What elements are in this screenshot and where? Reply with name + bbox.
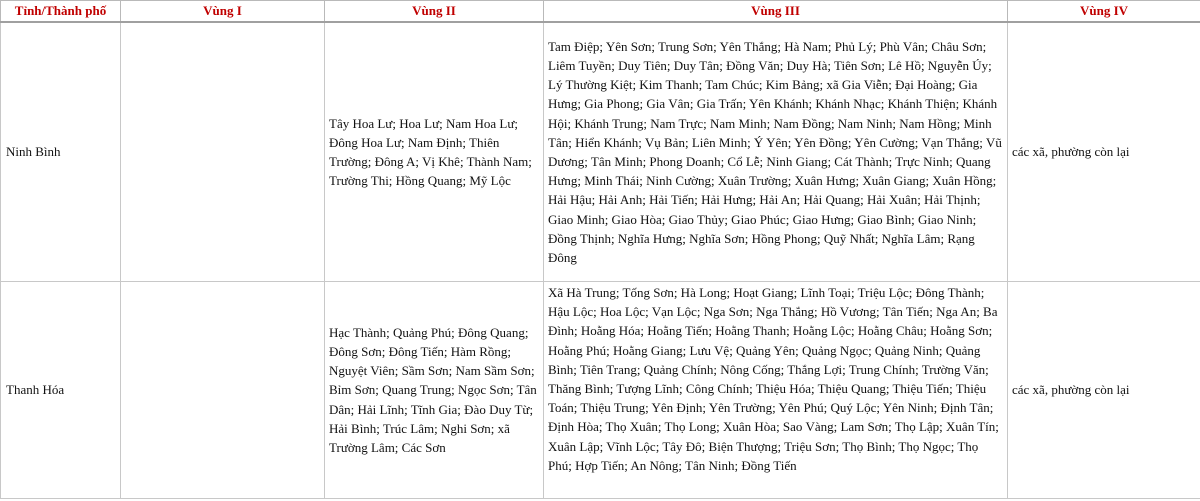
region-1-cell bbox=[121, 22, 325, 282]
region-2-cell: Hạc Thành; Quảng Phú; Đông Quang; Đông Sơn; Đông Tiến; Hàm Rồng; Nguyệt Viên; Sầm Sơn; Nam Sầm Sơn; Bỉm Sơn; Quang Trung; Ngọc Sơn; Tân Dân; Hải Lĩnh; Tĩnh Gia; Đào Duy Từ; Hải Bình; Trúc Lâm; Nghi Sơn; xã Trường Lâm; Các Sơn bbox=[325, 282, 544, 499]
region-3-cell: Tam Điệp; Yên Sơn; Trung Sơn; Yên Thắng; Hà Nam; Phủ Lý; Phù Vân; Châu Sơn; Liêm Tuyền; Duy Tiên; Duy Tân; Đồng Văn; Duy Hà; Tiên Sơn; Lê Hồ; Nguyễn Úy; Lý Thường Kiệt; Kim Thanh; Tam Chúc; Kim Bảng; xã Gia Viễn; Đại Hoàng; Gia Hưng; Gia Phong; Gia Vân; Gia Trấn; Yên Khánh; Khánh Nhạc; Khánh Thiện; Khánh Hội; Khánh Trung; Nam Trực; Nam Minh; Nam Đồng; Nam Ninh; Nam Hồng; Minh Tân; Hiển Khánh; Vụ Bản; Liên Minh; Ý Yên; Yên Đồng; Yên Cường; Vạn Thắng; Vũ Dương; Tân Minh; Phong Doanh; Cổ Lễ; Ninh Giang; Cát Thành; Trực Ninh; Quang Hưng; Minh Thái; Ninh Cường; Xuân Trường; Xuân Hưng; Xuân Giang; Xuân Hồng; Hải Hậu; Hải Anh; Hải Tiến; Hải Hưng; Hải An; Hải Quang; Hải Xuân; Hải Thịnh; Giao Minh; Giao Hòa; Giao Thủy; Giao Phúc; Giao Hưng; Giao Bình; Giao Ninh; Đồng Thịnh; Nghĩa Hưng; Nghĩa Sơn; Hồng Phong; Quỹ Nhất; Nghĩa Lâm; Rạng Đông bbox=[544, 22, 1008, 282]
province-cell: Thanh Hóa bbox=[1, 282, 121, 499]
province-cell: Ninh Bình bbox=[1, 22, 121, 282]
table-row bbox=[1, 22, 1200, 282]
header-province: Tỉnh/Thành phố bbox=[1, 1, 121, 23]
region-3-cell: Xã Hà Trung; Tống Sơn; Hà Long; Hoạt Giang; Lĩnh Toại; Triệu Lộc; Đông Thành; Hậu Lộc; Hoa Lộc; Vạn Lộc; Nga Sơn; Nga Thắng; Hồ Vương; Tân Tiến; Nga An; Ba Đình; Hoằng Hóa; Hoằng Tiến; Hoằng Thanh; Hoằng Lộc; Hoằng Châu; Hoằng Sơn; Hoằng Phú; Hoằng Giang; Lưu Vệ; Quảng Yên; Quảng Ngọc; Quảng Ninh; Quảng Bình; Tiên Trang; Quảng Chính; Nông Cống; Thắng Lợi; Trung Chính; Trường Văn; Thăng Bình; Tượng Lĩnh; Công Chính; Thiệu Hóa; Thiệu Quang; Thiệu Tiến; Thiệu Toán; Thiệu Trung; Yên Định; Yên Trường; Yên Phú; Quý Lộc; Yên Ninh; Định Tân; Định Hòa; Thọ Xuân; Thọ Long; Xuân Hòa; Sao Vàng; Lam Sơn; Thọ Lập; Xuân Tín; Xuân Lập; Vĩnh Lộc; Tây Đô; Biện Thượng; Triệu Sơn; Thọ Bình; Thọ Ngọc; Thọ Phú; Hợp Tiến; An Nông; Tân Ninh; Đồng Tiến bbox=[544, 282, 1008, 499]
header-region-3: Vùng III bbox=[544, 1, 1008, 23]
region-4-cell: các xã, phường còn lại bbox=[1008, 282, 1200, 499]
region-1-cell bbox=[121, 282, 325, 499]
header-region-1: Vùng I bbox=[121, 1, 325, 23]
region-4-cell: các xã, phường còn lại bbox=[1008, 22, 1200, 282]
table-row bbox=[1, 282, 1200, 499]
header-region-2: Vùng II bbox=[325, 1, 544, 23]
header-region-4: Vùng IV bbox=[1008, 1, 1200, 23]
region-2-cell: Tây Hoa Lư; Hoa Lư; Nam Hoa Lư; Đông Hoa Lư; Nam Định; Thiên Trường; Đông A; Vị Khê; Thành Nam; Trường Thi; Hồng Quang; Mỹ Lộc bbox=[325, 22, 544, 282]
header-row bbox=[1, 1, 1200, 23]
